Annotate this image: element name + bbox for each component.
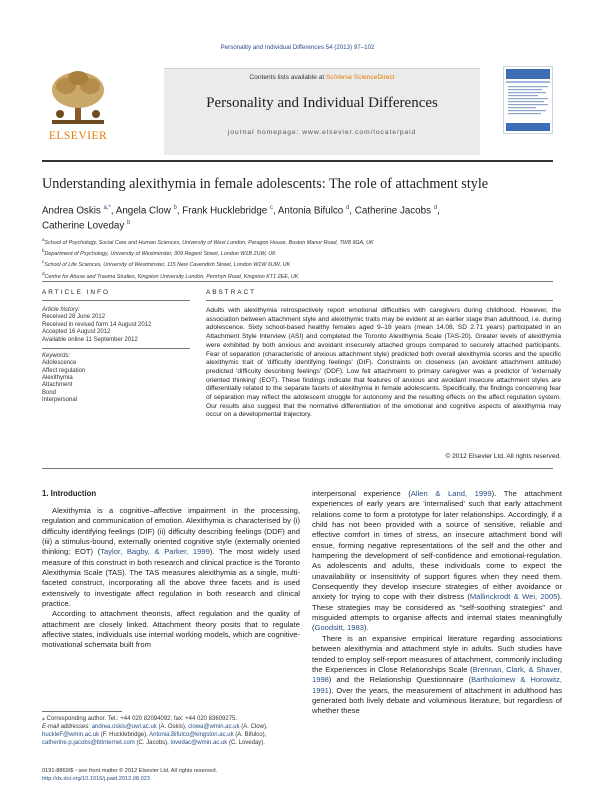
journal-header: [42, 68, 553, 154]
body-text: interpersonal experience (: [312, 489, 411, 498]
affiliation-item: [42, 236, 553, 247]
author-affiliation-marker[interactable]: b: [126, 220, 131, 227]
affiliations: [42, 236, 553, 281]
email-addresses: [42, 723, 300, 747]
email-link[interactable]: lovedac@wmin.ac.uk: [170, 740, 228, 746]
email-link[interactable]: Antonia.Bifulco@kingston.ac.uk: [149, 732, 234, 738]
body-text: ). The attachment experiences of early years are 'internalised' such that early attachment relations come to form a prototype for later relationships. Accordingly, if a child has not been provided with a source of sensitive, reliable and effective comfort in times of stress, an insecure attachment bond will ensue, forming negative representations of the self and the other and hampering the development of self-confidence and emotional-regulation. As adolescents and adults, these individuals come to expect the unavailability or insensitivity of support figures when they need them. Consequently they develop insecure strategies of either avoidance or anxiety for trying to cope with their distress (: [312, 489, 562, 602]
homepage-prefix: journal homepage:: [227, 129, 303, 136]
body-text: ). The most widely used measure of this construct in both research and clinical practice is the Toronto Alexithymia Scale (TAS). The TAS measures alexithymia as a single, multi-faceted construct, incorporating all the above three facets and is used extensively to investigate affect regulation in both research and clinical practice.: [42, 547, 300, 609]
keyword-item: Alexithymia: [42, 374, 73, 381]
elsevier-logo[interactable]: [42, 68, 114, 154]
author-name[interactable]: , Catherine Jacobs: [349, 205, 434, 217]
email-owner: (C. Jacobs),: [134, 740, 171, 746]
email-owner: (A. Clow),: [239, 724, 268, 730]
body-paragraph: [42, 609, 300, 650]
issn-doi-block: [42, 768, 300, 783]
email-link[interactable]: clowa@wmin.ac.uk: [188, 724, 240, 730]
affiliation-marker: c: [42, 259, 45, 265]
sciencedirect-link[interactable]: SciVerse ScienceDirect: [326, 74, 395, 81]
keywords-label: Keywords:: [42, 352, 71, 359]
article-info-heading: ARTICLE INFO: [42, 289, 110, 296]
author-list: [42, 202, 553, 233]
affiliation-item: [42, 247, 553, 258]
affiliation-text: Department of Psychology, University of Westminster, 309 Regent Street, London W1B 2UW, UK: [44, 251, 276, 257]
email-link[interactable]: andrea.oskis@uwl.ac.uk: [91, 724, 157, 730]
article-title: Understanding alexithymia in female adolescents: The role of attachment style: [42, 176, 489, 192]
body-text: ).: [363, 623, 369, 633]
author-name[interactable]: , Angela Clow: [110, 205, 174, 217]
body-text: ) and the Relationship Questionnaire (: [328, 675, 472, 685]
journal-title-box: [164, 68, 480, 155]
author-affiliation-marker[interactable]: b: [173, 205, 177, 211]
citation-link[interactable]: Bartholomew & Horowitz, 1991: [312, 675, 563, 695]
email-owner: (C. Loveday).: [227, 740, 265, 746]
author-separator: ,: [437, 205, 440, 217]
journal-title: Personality and Individual Differences: [206, 95, 438, 111]
keywords-divider: [42, 348, 190, 349]
history-item: Received 28 June 2012: [42, 314, 106, 321]
keyword-item: Interpersonal: [42, 397, 78, 404]
body-text: According to attachment theorists, affect regulation and the quality of attachment are closely linked. Attachment theory posits that to regulate affective states, individuals use internal working models, which are cognitive-motivational schemata built from: [42, 609, 300, 650]
affiliation-text: Centre for Abuse and Trauma Studies, Kingston University London, Penrhyn Road, Kingston KT1 2EE, UK: [44, 273, 299, 280]
footnote-rule: [42, 711, 122, 712]
affiliation-item: [42, 258, 553, 269]
history-item: Received in revised form 14 August 2012: [42, 321, 152, 328]
journal-cover-icon: [504, 67, 552, 133]
author-affiliation-marker[interactable]: d: [433, 205, 438, 211]
email-owner: (F. Hucklebridge),: [99, 732, 150, 738]
body-text: There is an expansive empirical literature regarding associations between alexithymia and attachment style in adults. Such studies have tended to employ self-report measures of attachment, commonly including the Experiences in Close Relationships Scale (: [312, 633, 562, 674]
affiliation-marker: a: [42, 237, 45, 242]
body-paragraph: [312, 634, 562, 717]
abstract-heading: ABSTRACT: [206, 289, 257, 296]
body-paragraph: [42, 506, 300, 609]
issn-line: 0191-8869/$ - see front matter © 2012 Elsevier Ltd. All rights reserved.: [42, 768, 218, 774]
history-label: Article history:: [42, 307, 80, 313]
header-divider: [42, 160, 553, 162]
abstract-rule: [206, 300, 553, 301]
author-name[interactable]: , Antonia Bifulco: [272, 205, 346, 217]
email-owner: (A. Bifulco),: [233, 732, 267, 738]
journal-homepage: [164, 129, 480, 136]
article-info-rule: [42, 300, 190, 301]
doi-link[interactable]: http://dx.doi.org/10.1016/j.paid.2012.08.023: [42, 775, 150, 782]
corresponding-author-note: ⁎ Corresponding author. Tel.: +44 020 82094092; fax: +44 020 83609275.: [42, 716, 238, 722]
affiliation-item: [42, 270, 553, 281]
section-heading-introduction: 1. Introduction: [42, 489, 97, 498]
body-text: ). These strategies may be considered as "self-soothing strategies" and misguided attempts to organise affects and internal states meaningfully (: [312, 592, 562, 633]
abstract-text: Adults with alexithymia retrospectively report emotional difficulties with caregivers during childhood. However, the association between attachment style and alexithymic traits may be evident at an earlier stage than adulthood, i.e. during adolescence. Sixty school-based healthy females aged 9–18 years (mean 14.08, SD 2.71 years) participated in an Attachment Style Interview (ASI) and completed the Toronto Alexithymia Scale (TAS-20). Greater levels of alexithymia were exhibited by both anxious and avoidant insecurely attached groups compared to securely attached participants. Fear of separation (characteristic of anxious attachment style) predicted both overall alexithymia scores and the specific alexithymic trait of 'difficulty identifying feelings' (DIF). Constraints on closeness (an avoidant attachment attitude) predicted 'difficulty describing feelings' (DDF). Low felt attachment to primary caregiver was a predictor of 'externally oriented thinking' (EOT). These findings indicate that features of anxious and avoidant insecure attachment styles are differentially related to the separate facets of alexithymia in female adolescents. Specifically, the findings concerning fear of separation may reflect the adolescent struggle for autonomy and the resulting effects on the affect regulation system. Our results also suggest that the normative differentiation of the emotional and cognitive aspects of alexithymia may occur on a developmental trajectory.: [206, 307, 561, 419]
author-affiliation-marker[interactable]: c: [269, 205, 273, 211]
keyword-item: Attachment: [42, 382, 73, 389]
author-affiliation-marker[interactable]: d: [345, 205, 350, 211]
body-column-left: [42, 506, 300, 651]
affiliation-text: School of Psychology, Social Care and Human Sciences, University of West London, Paragon House, Boston Manor Road, TW8 9GA, UK: [44, 239, 374, 246]
homepage-link[interactable]: www.elsevier.com/locate/paid: [302, 129, 417, 136]
citation-link[interactable]: Mallinckrodt & Wei, 2005: [469, 592, 558, 602]
contents-line: [164, 74, 480, 81]
citation-link[interactable]: Brennan, Clark, & Shaver, 1998: [312, 664, 562, 685]
author-affiliation-marker[interactable]: a,*: [103, 205, 111, 211]
contents-prefix: Contents lists available at: [249, 74, 327, 81]
keyword-item: Adolescence: [42, 360, 77, 367]
citation-link[interactable]: Allen & Land, 1999: [410, 489, 492, 498]
affiliation-marker: b: [42, 248, 45, 254]
elsevier-tree-icon: [42, 68, 114, 130]
copyright-line: © 2012 Elsevier Ltd. All rights reserved.: [445, 453, 561, 460]
journal-citation[interactable]: Personality and Individual Differences 54 (2013) 97–102: [220, 44, 375, 51]
keyword-item: Bond: [42, 389, 57, 396]
author-name[interactable]: , Frank Hucklebridge: [176, 205, 270, 217]
section-divider: [42, 281, 553, 282]
history-item: Available online 11 September 2012: [42, 336, 138, 343]
email-label: E-mail addresses:: [42, 724, 92, 730]
author-name[interactable]: Andrea Oskis: [42, 205, 104, 217]
email-link[interactable]: huckleF@wmin.ac.uk: [42, 732, 100, 738]
body-column-right: [312, 489, 562, 717]
affiliation-text: School of Life Sciences, University of Westminster, 115 New Cavendish Street, London W1W 6UW, UK: [44, 262, 291, 269]
email-owner: (A. Oskis),: [156, 724, 189, 730]
history-item: Accepted 16 August 2012: [42, 329, 111, 336]
body-text: Alexithymia is a cognitive–affective impairment in the processing, regulation and communication of emotion. Alexithymia is characterised by (i) difficulty identifying feelings (DIF) (ii) difficulty describing feelings (DDF) and (iii) a stimulus-bound, externally oriented cognitive style (externally oriented thinking; EOT) (: [42, 506, 300, 557]
author-name[interactable]: Catherine Loveday: [42, 220, 127, 232]
keyword-item: Affect regulation: [42, 367, 86, 374]
publisher-name: ELSEVIER: [48, 130, 108, 142]
footnotes: [42, 715, 300, 747]
body-text: ). Over the years, the measurement of attachment in adulthood has generated both lively debate and voluminous literature, but regardless of whether these: [312, 685, 562, 716]
body-paragraph: [312, 489, 562, 634]
body-divider: [42, 468, 553, 469]
affiliation-marker: d: [42, 270, 45, 276]
article-info-block: [42, 307, 172, 405]
journal-cover-image[interactable]: [503, 66, 553, 134]
citation-link[interactable]: Taylor, Bagby, & Parker, 1999: [100, 547, 210, 557]
citation-link[interactable]: Goodsitt, 1983: [314, 623, 364, 633]
email-link[interactable]: catherine.p.jacobs@btinternet.com: [42, 740, 135, 746]
